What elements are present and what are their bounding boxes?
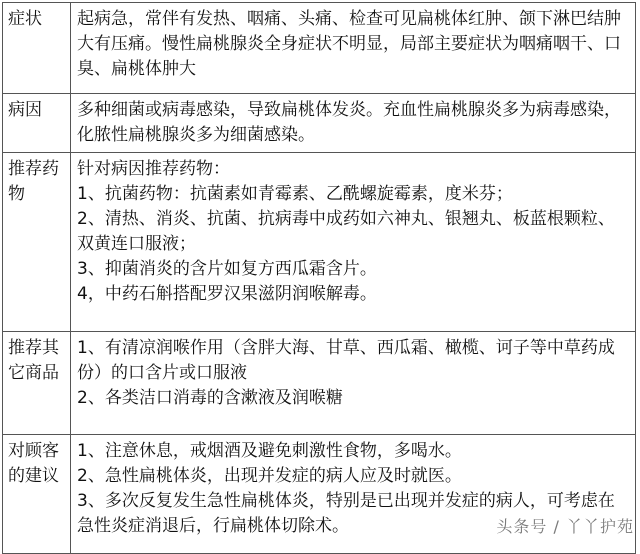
row-content-symptoms [71,3,636,94]
row-content-other-products [71,332,636,435]
table-row-cause [3,94,636,153]
content-line: 针对病因推荐药物： [77,159,230,179]
content-line: 2、各类洁口消毒的含漱液及润喉糖 [77,388,343,408]
row-label-cause: 病因 [3,94,71,153]
table-row-other-products [3,332,636,435]
content-line: 3、多次反复发生急性扁桃体炎，特别是已出现并发症的病人，可考虑在急性炎症消退后，行扁桃体切除术。 [77,491,615,536]
row-label-symptoms: 症状 [3,3,71,94]
content-line: 2、清热、消炎、抗菌、抗病毒中成药如六神丸、银翘丸、板蓝根颗粒、双黄连口服液； [77,209,615,254]
content-line: 多种细菌或病毒感染，导致扁桃体发炎。充血性扁桃腺炎多为病毒感染，化脓性扁桃腺炎多为细菌感染。 [77,100,621,145]
table-row-symptoms [3,3,636,94]
content-line: 1、有清凉润喉作用（含胖大海、甘草、西瓜霜、橄榄、诃子等中草药成份）的口含片或口服液 [77,338,615,383]
row-content-recommended-drugs [71,153,636,332]
content-line: 起病急，常伴有发热、咽痛、头痛、检查可见扁桃体红肿、颌下淋巴结肿大有压痛。慢性扁桃腺炎全身症状不明显，局部主要症状为咽痛咽干、口臭、扁桃体肿大 [77,9,621,79]
content-line: 3、抑菌消炎的含片如复方西瓜霜含片。 [77,259,377,279]
row-label-other-products: 推荐其它商品 [3,332,71,435]
content-line: 2、急性扁桃体炎，出现并发症的病人应及时就医。 [77,466,462,486]
watermark: 头条号 / 丫丫护苑 [496,517,634,536]
table-row-recommended-drugs [3,153,636,332]
row-label-customer-advice: 对顾客的建议 [3,435,71,554]
row-label-recommended-drugs: 推荐药物 [3,153,71,332]
info-table [2,2,636,554]
content-line: 1、注意休息，戒烟酒及避免刺激性食物，多喝水。 [77,441,462,461]
content-line: 4，中药石斛搭配罗汉果滋阴润喉解毒。 [77,284,377,304]
row-content-cause [71,94,636,153]
content-line: 1、抗菌药物：抗菌素如青霉素、乙酰螺旋霉素，度米芬； [77,184,513,204]
